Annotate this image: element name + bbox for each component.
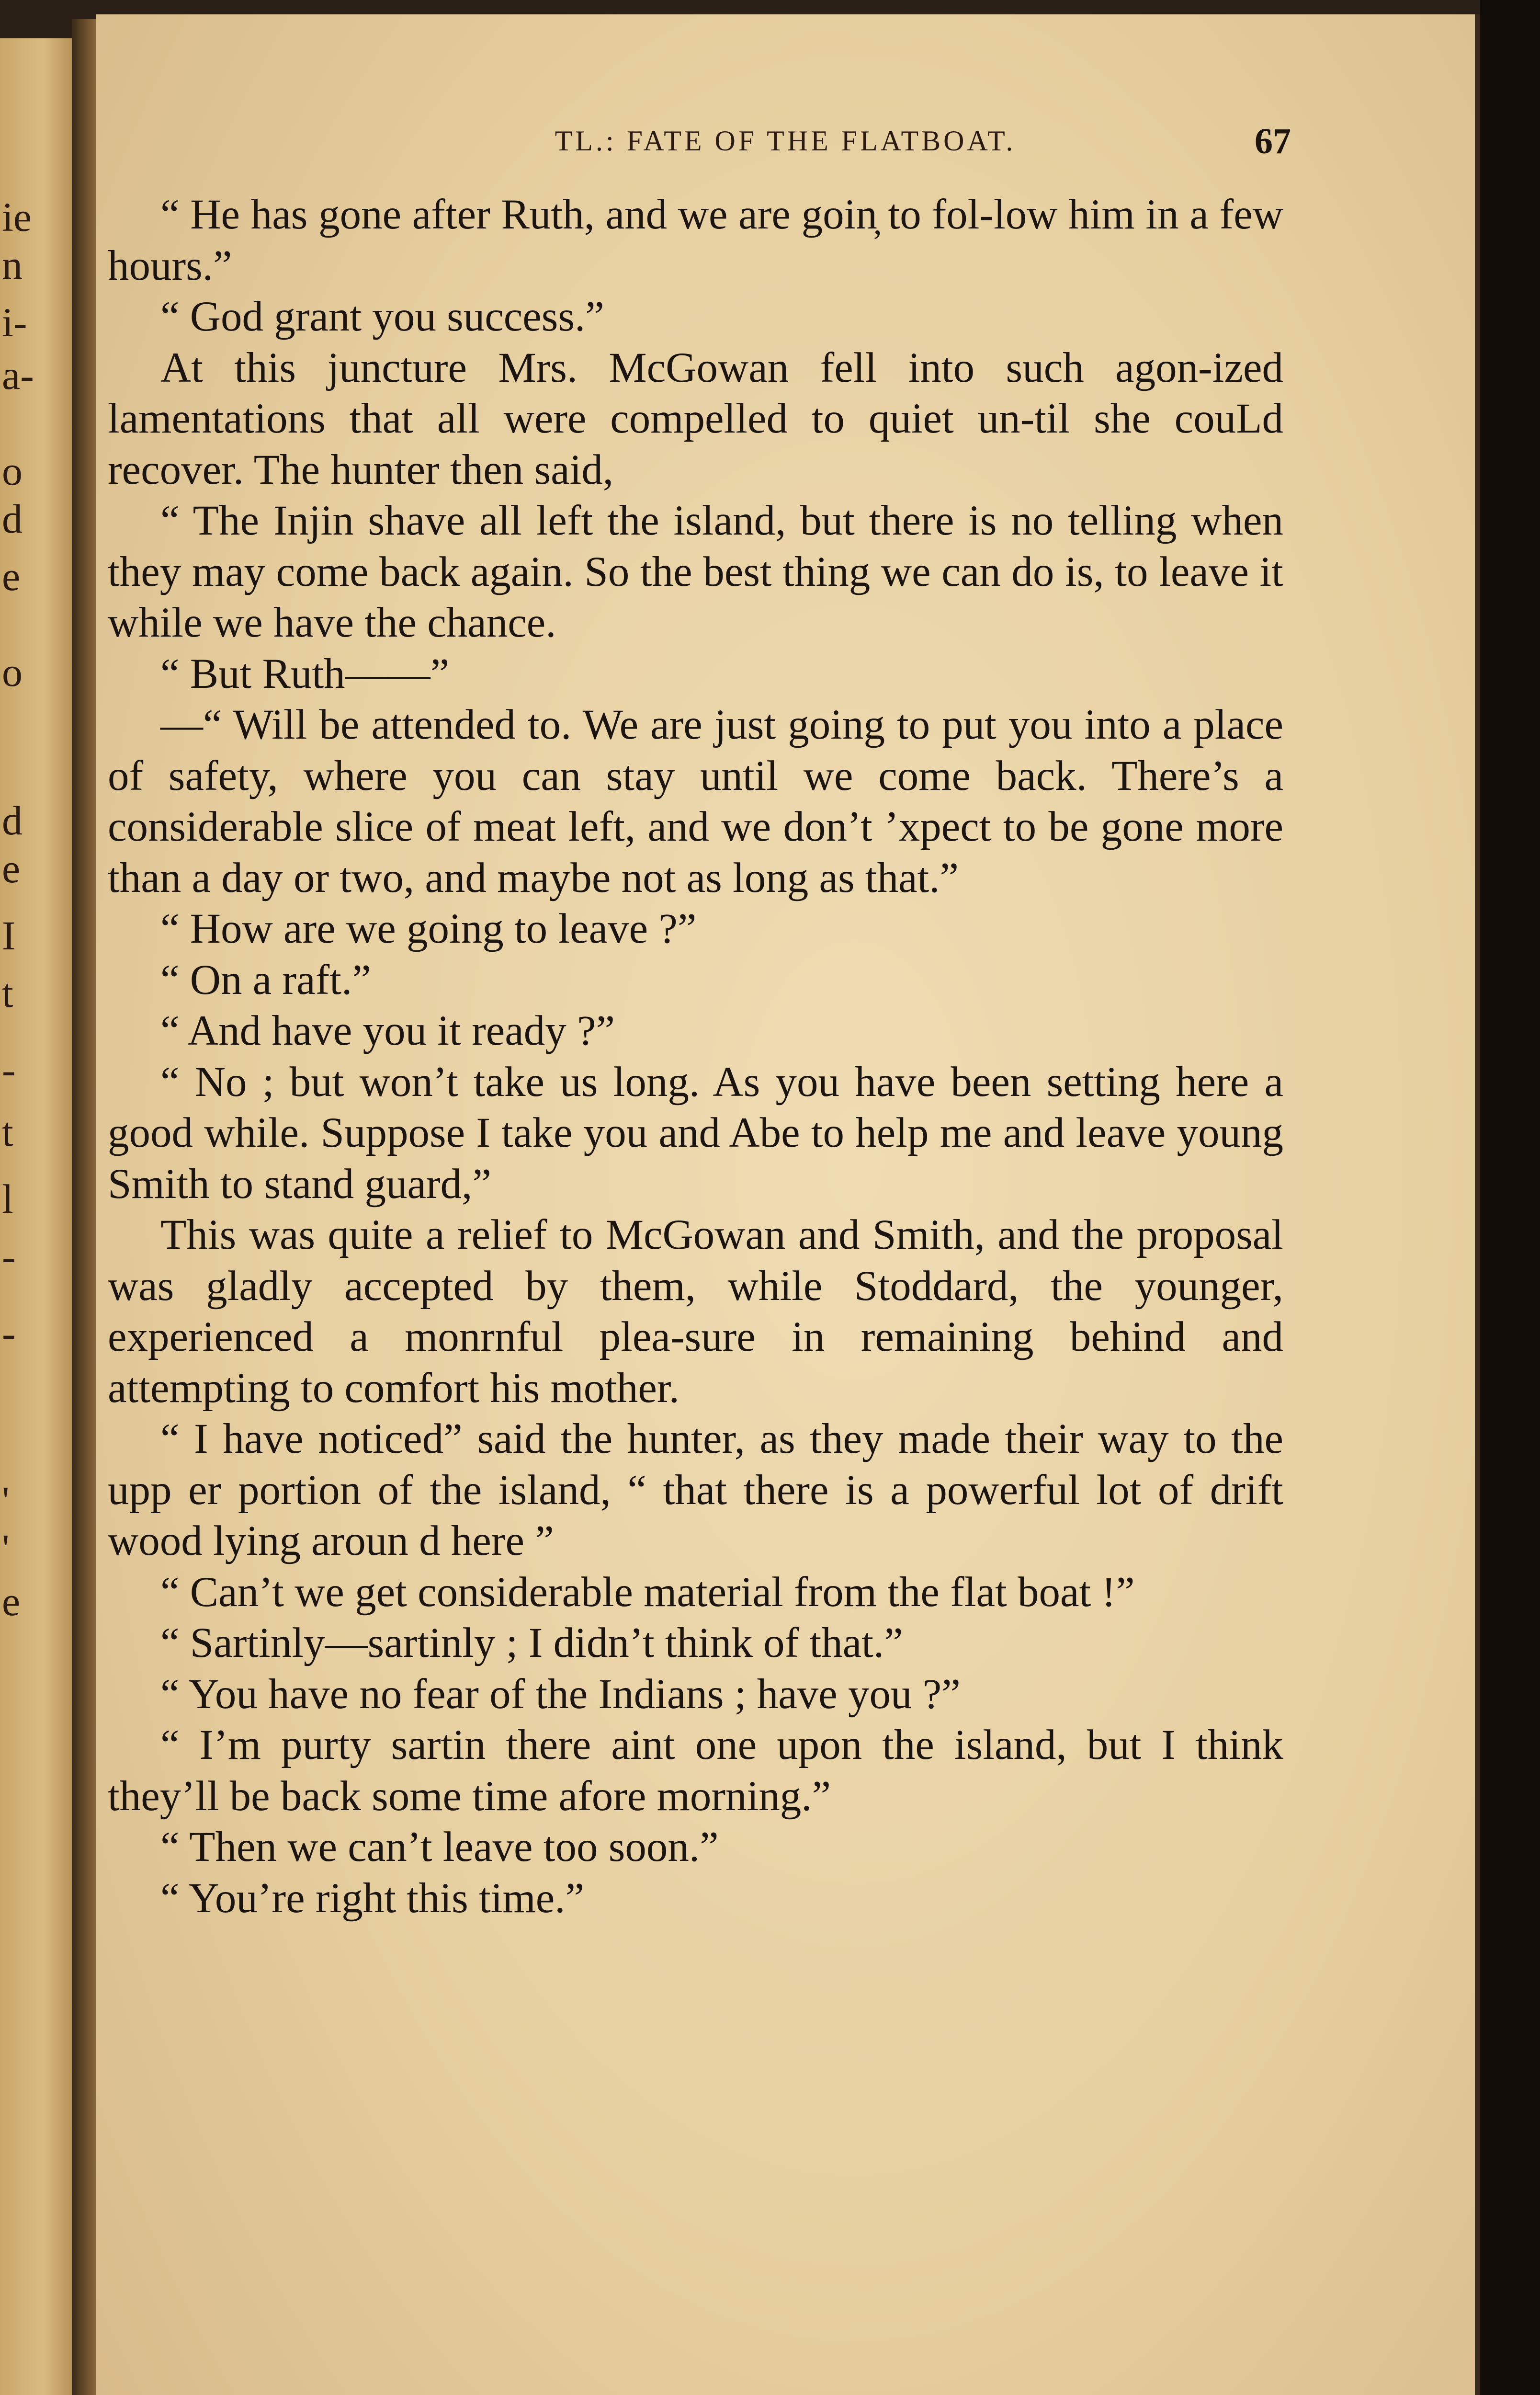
page-edge-shadow bbox=[1480, 0, 1540, 2395]
left-page-fragment: I bbox=[2, 912, 16, 958]
paragraph: “ No ; but won’t take us long. As you have been setting here a good while. Suppose I take you and Abe to help me and leave young Smith to stand guard,” bbox=[108, 1058, 1283, 1208]
left-page-fragment: o bbox=[2, 448, 23, 494]
left-page-fragment: ie bbox=[2, 194, 32, 240]
left-page-fragment: e bbox=[2, 553, 21, 599]
running-title: TL.: FATE OF THE FLATBOAT. bbox=[555, 125, 1016, 157]
left-page-fragment: d bbox=[2, 798, 23, 844]
left-page-fragment: n bbox=[2, 242, 23, 288]
page-number: 67 bbox=[1255, 121, 1291, 161]
left-page-fragment: t bbox=[2, 970, 13, 1016]
paragraph: “ God grant you success.” bbox=[160, 293, 604, 340]
left-page-fragment: - bbox=[2, 1233, 16, 1279]
paragraph: “ I’m purty sartin there aint one upon the island, but I think they’ll be back some time afore morning.” bbox=[108, 1722, 1283, 1820]
body-text bbox=[108, 189, 1283, 1924]
left-page-fragment: l bbox=[2, 1176, 13, 1222]
left-page-fragment: - bbox=[2, 1310, 16, 1356]
left-page-fragment: e bbox=[2, 1578, 21, 1624]
paragraph: “ Can’t we get considerable material from the flat boat !” bbox=[160, 1568, 1135, 1616]
paragraph: “ He has gone after Ruth, and we are goin̦ to fol-low him in a few hours.” bbox=[108, 191, 1283, 289]
paragraph: “ On a raft.” bbox=[160, 956, 371, 1004]
paragraph: “ Then we can’t leave too soon.” bbox=[160, 1824, 719, 1870]
left-page-fragment: e bbox=[2, 845, 21, 891]
paragraph: At this juncture Mrs. McGowan fell into such agon-ized lamentations that all were compelled to quiet un-til she couLd recover. The hunter then said, bbox=[108, 344, 1283, 493]
paragraph: This was quite a relief to McGowan and Smith, and the proposal was gladly accepted by them, while Stoddard, the younger, experienced a monrnful plea-sure in remaining behind and attempting to comfort his mother. bbox=[108, 1211, 1283, 1412]
left-facing-page bbox=[0, 38, 72, 2395]
left-page-fragment: ' bbox=[2, 1526, 10, 1572]
left-page-fragment: i- bbox=[2, 299, 27, 345]
left-page-fragment: a- bbox=[2, 352, 34, 398]
left-page-fragment: t bbox=[2, 1109, 13, 1155]
paragraph: “ I have noticed” said the hunter, as they made their way to the upp er portion of the island, “ that there is a powerful lot of drift wood lying aroun d here ” bbox=[108, 1415, 1283, 1564]
paragraph: —“ Will be attended to. We are just going to put you into a place of safety, where you can stay until we come back. There’s a considerable slice of meat left, and we don’t ’xpect to be gone more than a day or two, and maybe not as long as that.” bbox=[108, 701, 1283, 901]
left-page-fragment: o bbox=[2, 649, 23, 695]
left-page-fragment: d bbox=[2, 496, 23, 542]
paragraph: “ And have you it ready ?” bbox=[160, 1007, 615, 1054]
right-page bbox=[96, 14, 1480, 2395]
left-page-fragment: - bbox=[2, 1047, 16, 1093]
paragraph: “ But Ruth——” bbox=[160, 650, 450, 697]
paragraph: “ How are we going to leave ?” bbox=[160, 905, 697, 952]
paragraph: “ Sartinly—sartinly ; I didn’t think of that.” bbox=[160, 1619, 903, 1666]
left-page-fragment: ' bbox=[2, 1478, 10, 1524]
left-page-text-fragments bbox=[0, 38, 72, 2395]
paragraph: “ You have no fear of the Indians ; have you ?” bbox=[160, 1670, 961, 1718]
paragraph: “ The Injin shave all left the island, but there is no telling when they may come back again. So the best thing we can do is, to leave it while we have the chance. bbox=[108, 497, 1283, 646]
paragraph: “ You’re right this time.” bbox=[160, 1874, 584, 1922]
